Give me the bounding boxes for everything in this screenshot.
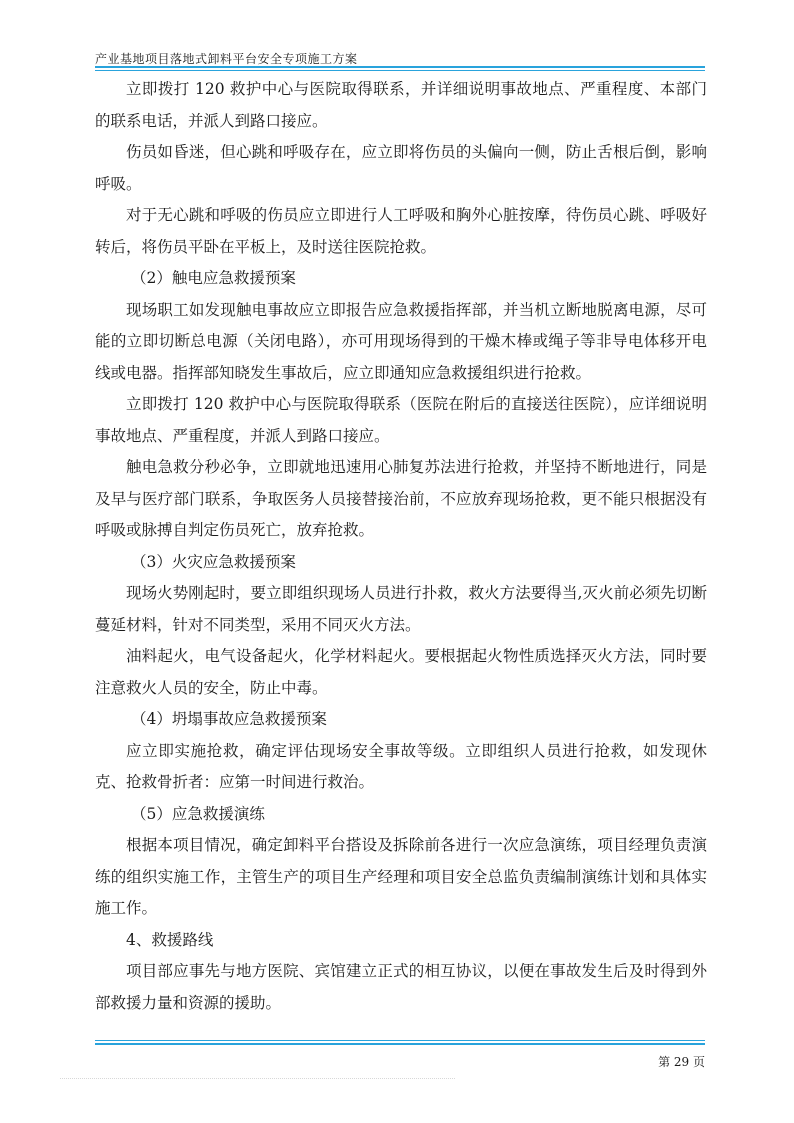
body-paragraph: 应立即实施抢救，确定评估现场安全事故等级。立即组织人员进行抢救，如发现休克、抢救骨折者：应第一时间进行救治。 (95, 741, 707, 791)
body-paragraph: 立即拨打 120 救护中心与医院取得联系（医院在附后的直接送往医院），应详细说明事故地点、严重程度，并派人到路口接应。 (95, 395, 707, 445)
footer-dotted-line (60, 1078, 455, 1079)
section-heading: （3）火灾应急救援预案 (131, 552, 296, 571)
body-paragraph: 项目部应事先与地方医院、宾馆建立正式的相互协议，以便在事故发生后及时得到外部救援力量和资源的援助。 (95, 962, 707, 1012)
header-rule-thin (95, 70, 705, 71)
section-heading: （5）应急救援演练 (131, 804, 265, 823)
footer-rule-thick (95, 1043, 705, 1045)
document-body (95, 74, 707, 1019)
body-paragraph: 根据本项目情况，确定卸料平台搭设及拆除前各进行一次应急演练，项目经理负责演练的组织实施工作，主管生产的项目生产经理和项目安全总监负责编制演练计划和具体实施工作。 (95, 836, 707, 917)
header-rule-thick (95, 66, 705, 68)
section-heading: （4）坍塌事故应急救援预案 (131, 710, 327, 728)
footer-rule-thin (95, 1040, 705, 1041)
body-paragraph: 对于无心跳和呼吸的伤员应立即进行人工呼吸和胸外心脏按摩，待伤员心跳、呼吸好转后，将伤员平卧在平板上，及时送往医院抢救。 (95, 206, 707, 256)
body-paragraph: 现场火势刚起时，要立即组织现场人员进行扑救，救火方法要得当,灭火前必须先切断蔓延材料，针对不同类型，采用不同灭火方法。 (95, 584, 707, 634)
section-heading: 4、救援路线 (126, 930, 214, 949)
section-heading: （2）触电应急救援预案 (131, 269, 296, 287)
body-paragraph: 立即拨打 120 救护中心与医院取得联系，并详细说明事故地点、严重程度、本部门的联系电话，并派人到路口接应。 (95, 80, 707, 130)
body-paragraph: 伤员如昏迷，但心跳和呼吸存在，应立即将伤员的头偏向一侧，防止舌根后倒，影响呼吸。 (95, 143, 707, 193)
body-paragraph: 现场职工如发现触电事故应立即报告应急救援指挥部，并当机立断地脱离电源，尽可能的立即切断总电源（关闭电路），亦可用现场得到的干燥木棒或绳子等非导电体移开电线或电器。指挥部知晓发生事故后，应立即通知应急救援组织进行抢救。 (95, 300, 707, 382)
body-paragraph: 油料起火，电气设备起火，化学材料起火。要根据起火物性质选择灭火方法，同时要注意救火人员的安全，防止中毒。 (95, 647, 707, 697)
page-number: 第 29 页 (658, 1055, 705, 1069)
document-header-title: 产业基地项目落地式卸料平台安全专项施工方案 (95, 52, 358, 66)
body-paragraph: 触电急救分秒必争，立即就地迅速用心肺复苏法进行抢救，并坚持不断地进行，同是及早与医疗部门联系，争取医务人员接替接治前，不应放弃现场抢救，更不能只根据没有呼吸或脉搏自判定伤员死亡，放弃抢救。 (95, 458, 707, 539)
